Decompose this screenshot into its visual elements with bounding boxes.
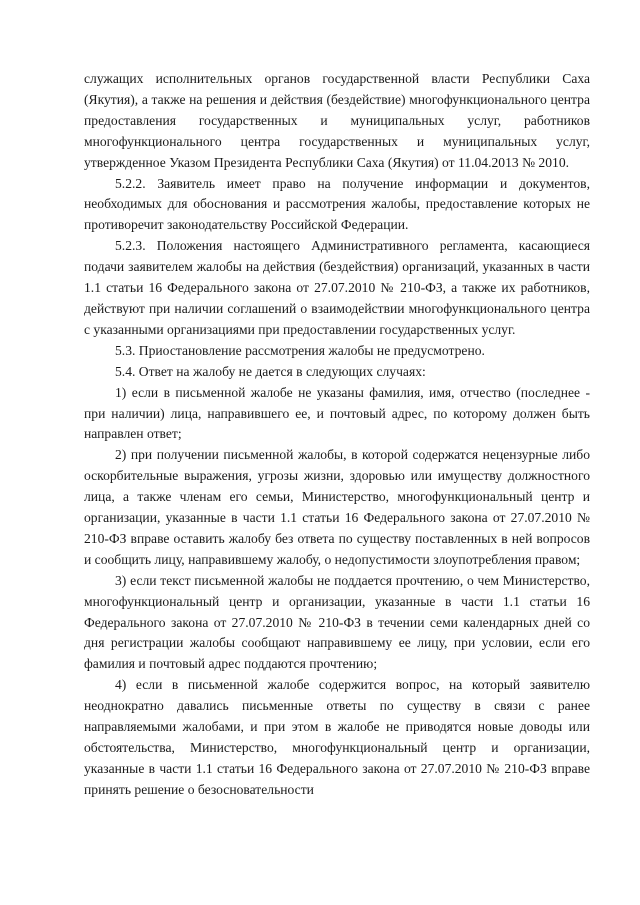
- list-item-2: 2) при получении письменной жалобы, в которой содержатся нецензурные либо оскорбительные выражения, угрозы жизни, здоровью или имуществу должностного лица, а также членам его семьи, Министерство, многофункциональный центр и организации, указанные в части 1.1 статьи 16 Федерального закона от 27.07.2010 № 210-ФЗ вправе оставить жалобу без ответа по существу поставленных в ней вопросов и сообщить лицу, направившему жалобу, о недопустимости злоупотребления правом;: [84, 447, 590, 567]
- paragraph-continuation: служащих исполнительных органов государственной власти Республики Саха (Якутия), а также на решения и действия (бездействие) многофункционального центра предоставления государственных и муниципальных услуг, работников многофункционального центра государственных и муниципальных услуг, утвержденное Указом Президента Республики Саха (Якутия) от 11.04.2013 № 2010.: [84, 71, 590, 170]
- list-item-3: 3) если текст письменной жалобы не поддается прочтению, о чем Министерство, многофункциональный центр и организации, указанные в части 1.1 статьи 16 Федерального закона от 27.07.2010 № 210-ФЗ в течении семи календарных дней со дня регистрации жалобы сообщают направившему ее лицу, при условии, если его фамилия и почтовый адрес поддаются прочтению;: [84, 572, 590, 672]
- paragraph-5-3: 5.3. Приостановление рассмотрения жалобы не предусмотрено.: [115, 342, 485, 358]
- list-item-1: 1) если в письменной жалобе не указаны фамилия, имя, отчество (последнее - при наличии) лица, направившего ее, и почтовый адрес, по которому должен быть направлен ответ;: [84, 384, 590, 442]
- document-body: [84, 69, 590, 801]
- list-item-4: 4) если в письменной жалобе содержится вопрос, на который заявителю неоднократно давались письменные ответы по существу в связи с ранее направляемыми жалобами, и при этом в жалобе не приводятся новые доводы или обстоятельства, Министерство, многофункциональный центр и организации, указанные в части 1.1 статьи 16 Федерального закона от 27.07.2010 № 210-ФЗ вправе принять решение о безосновательности: [84, 677, 590, 797]
- paragraph-5-4: 5.4. Ответ на жалобу не дается в следующих случаях:: [115, 363, 426, 379]
- paragraph-5-2-3: 5.2.3. Положения настоящего Административного регламента, касающиеся подачи заявителем жалобы на действия (бездействия) организаций, указанных в части 1.1 статьи 16 Федерального закона от 27.07.2010 № 210-ФЗ, а также их работников, действуют при наличии соглашений о взаимодействии многофункционального центра с указанными организациями при предоставлении государственных услуг.: [84, 238, 590, 337]
- paragraph-5-2-2: 5.2.2. Заявитель имеет право на получение информации и документов, необходимых для обоснования и рассмотрения жалобы, предоставление которых не противоречит законодательству Российской Федерации.: [84, 175, 590, 233]
